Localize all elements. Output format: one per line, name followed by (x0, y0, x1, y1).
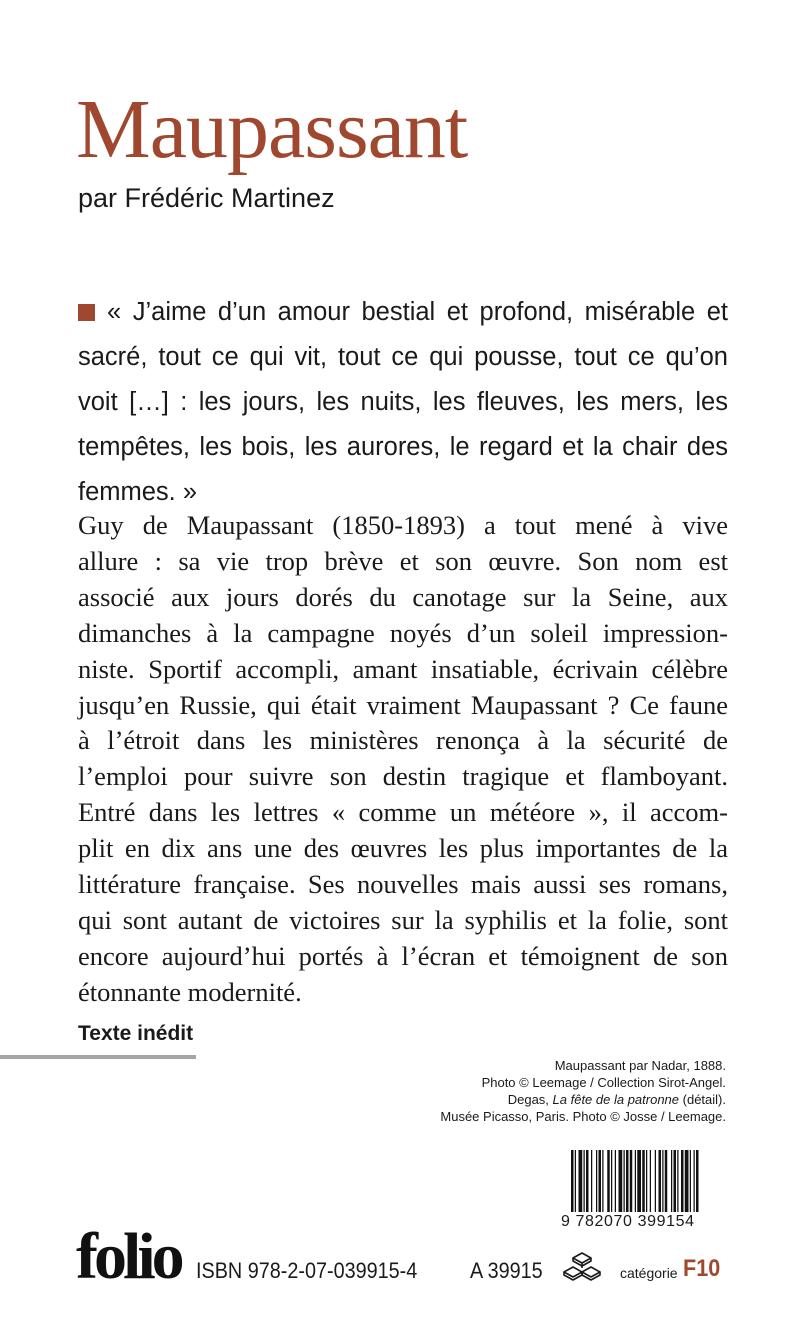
barcode-bar (624, 1150, 625, 1212)
barcode-bar (599, 1150, 602, 1212)
barcode-bar (635, 1150, 636, 1212)
epigraph-quote (78, 290, 728, 515)
barcode-bar (619, 1150, 623, 1212)
barcode-bar (650, 1150, 651, 1212)
catalog-code: A 39915 (470, 1258, 543, 1283)
barcode-bar (694, 1150, 695, 1212)
credit-prefix: Degas, (507, 1092, 553, 1107)
isbn: ISBN 978-2-07-039915-4 (196, 1258, 418, 1283)
category-code: F10 (683, 1255, 721, 1282)
barcode-bar (637, 1150, 641, 1212)
barcode-bar (671, 1150, 672, 1212)
barcode-bar (665, 1150, 668, 1212)
author-line: par Frédéric Martinez (78, 183, 335, 213)
quote-text: « J’aime d’un amour bestial et profond, misérable et sacré, tout ce qui vit, tout ce qui pousse, tout ce qu’on voit […] : les jours, les nuits, les fleuves, les mers, les tempêtes, les bois, les aurores, le regard et la chair des femmes. » (78, 298, 728, 506)
barcode-bar (685, 1150, 689, 1212)
credit-line: Photo © Leemage / Collection Sirot-Angel. (481, 1075, 726, 1090)
barcode-bar (626, 1150, 629, 1212)
barcode (561, 1150, 726, 1238)
edition-rule (0, 1055, 196, 1059)
quote-square-marker (78, 304, 95, 321)
barcode-bar (579, 1150, 583, 1212)
barcode-number: 9 782070 399154 (561, 1213, 695, 1230)
folio-logo: folio (76, 1220, 181, 1293)
barcode-bar (674, 1150, 677, 1212)
blurb-line: niste. Sportif accompli, amant insatiable, écrivain célèbre (78, 653, 728, 684)
blurb-line: littérature française. Ses nouvelles mais aussi ses romans, (78, 869, 728, 900)
barcode-bar (696, 1150, 699, 1212)
barcode-bar (586, 1150, 589, 1212)
barcode-bar (642, 1150, 645, 1212)
barcode-bar (596, 1150, 597, 1212)
barcode-bar (690, 1150, 691, 1212)
barcode-bar (591, 1150, 592, 1212)
blurb-line: à l’étroit dans les ministères renonça à la sécurité de (78, 725, 728, 756)
barcode-bar (607, 1150, 610, 1212)
credit-line: Musée Picasso, Paris. Photo © Josse / Leemage. (440, 1109, 726, 1124)
barcode-bar (681, 1150, 684, 1212)
barcode-bar (659, 1150, 662, 1212)
edition-label: Texte inédit (78, 1022, 194, 1045)
barcode-bar (677, 1150, 678, 1212)
blurb-line: l’emploi pour suivre son destin tragique et flamboyant. (78, 761, 728, 792)
blurb-line: allure : sa vie trop brève et son œuvre. Son nom est (78, 545, 728, 576)
image-credits (306, 1057, 726, 1125)
blurb-line: Entré dans les lettres « comme un météore », il accom- (78, 797, 728, 828)
book-title: Maupassant (76, 83, 468, 176)
credit-line: Maupassant par Nadar, 1888. (554, 1058, 726, 1073)
blurb-line: associé aux jours dorés du canotage sur la Seine, aux (78, 581, 728, 612)
credit-line (306, 1091, 726, 1108)
back-cover-blurb (78, 508, 728, 1011)
credit-artwork-title: La fête de la patronne (552, 1092, 680, 1107)
barcode-bar (646, 1150, 647, 1212)
blurb-line: plit en dix ans une des œuvres les plus importantes de la (78, 833, 728, 864)
credit-suffix: (détail). (679, 1092, 726, 1107)
barcode-bar (602, 1150, 603, 1212)
barcode-bar (611, 1150, 612, 1212)
barcode-bars (561, 1150, 726, 1212)
blurb-line: encore aujourd’hui portés à l’écran et témoignent de son (78, 940, 728, 971)
barcode-bar (615, 1150, 616, 1212)
blurb-line: étonnante modernité. (78, 976, 302, 1007)
blurb-line: dimanches à la campagne noyés d’un soleil impression- (78, 617, 728, 648)
stacked-books-icon (562, 1250, 602, 1286)
barcode-bar (571, 1150, 574, 1212)
barcode-bar (655, 1150, 656, 1212)
category-label: catégorie (620, 1265, 678, 1281)
barcode-bar (662, 1150, 663, 1212)
blurb-line: Guy de Maupassant (1850-1893) a tout mené à vive (78, 510, 728, 540)
barcode-bar (584, 1150, 585, 1212)
barcode-bar (575, 1150, 576, 1212)
barcode-bar (630, 1150, 633, 1212)
blurb-line: qui sont autant de victoires sur la syphilis et la folie, sont (78, 904, 728, 935)
blurb-line: jusqu’en Russie, qui était vraiment Maupassant ? Ce faune (78, 689, 728, 720)
